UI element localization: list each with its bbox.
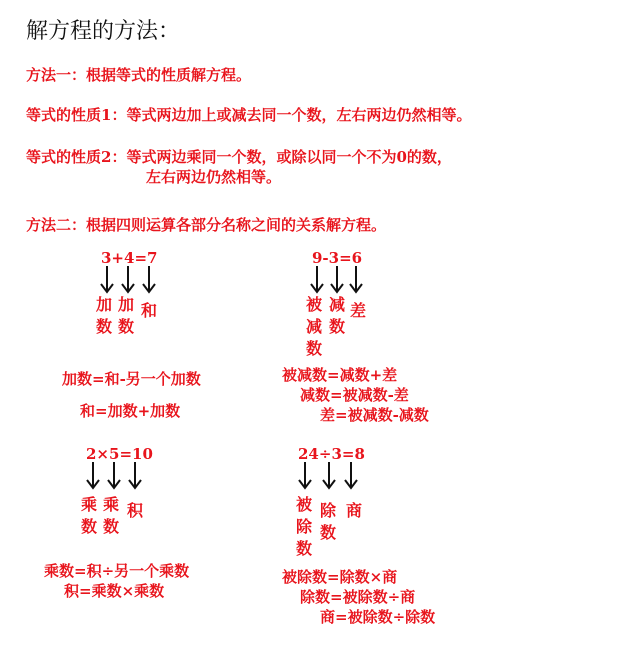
method1-heading: 方法一：根据等式的性质解方程。 xyxy=(26,66,252,84)
dividend-label: 被除数 xyxy=(296,495,313,558)
arrow-down-icon xyxy=(349,266,363,294)
subtraction-rule: 减数=被减数-差 xyxy=(300,386,409,404)
multiplication-rule: 乘数=积÷另一个乘数 xyxy=(44,562,190,580)
property2-line2: 左右两边仍然相等。 xyxy=(146,168,282,186)
arrow-down-icon xyxy=(330,266,344,294)
division-rule: 被除数=除数×商 xyxy=(282,568,398,586)
addition-equation: 3+4=7 xyxy=(101,249,158,267)
addition-rule: 和=加数+加数 xyxy=(80,402,181,420)
difference-label: 差 xyxy=(350,301,367,320)
arrow-down-icon xyxy=(142,266,156,294)
division-rule: 商=被除数÷除数 xyxy=(320,608,436,626)
subtraction-rule: 差=被减数-减数 xyxy=(320,406,429,424)
multiplication-rule: 积=乘数×乘数 xyxy=(64,582,165,600)
subtrahend-label: 减数 xyxy=(329,295,346,336)
addition-rule: 加数=和-另一个加数 xyxy=(62,370,201,388)
arrow-down-icon xyxy=(322,462,336,490)
property2-line1: 等式的性质2：等式两边乘同一个数，或除以同一个不为0的数， xyxy=(26,148,452,166)
arrow-down-icon xyxy=(100,266,114,294)
division-equation: 24÷3=8 xyxy=(298,445,365,463)
multiplication-equation: 2×5=10 xyxy=(86,445,153,463)
addend-label: 加数 xyxy=(118,295,135,336)
arrow-down-icon xyxy=(344,462,358,490)
arrow-down-icon xyxy=(107,462,121,490)
arrow-down-icon xyxy=(86,462,100,490)
arrow-down-icon xyxy=(310,266,324,294)
sum-label: 和 xyxy=(141,301,158,320)
factor-label: 乘数 xyxy=(103,495,120,536)
minuend-label: 被减数 xyxy=(306,295,323,358)
quotient-label: 商 xyxy=(346,501,363,520)
division-rule: 除数=被除数÷商 xyxy=(300,588,416,606)
arrow-down-icon xyxy=(298,462,312,490)
addend-label: 加数 xyxy=(96,295,113,336)
subtraction-equation: 9-3=6 xyxy=(312,249,363,267)
divisor-label: 除数 xyxy=(320,501,337,542)
product-label: 积 xyxy=(127,501,144,520)
method2-heading: 方法二：根据四则运算各部分名称之间的关系解方程。 xyxy=(26,216,387,234)
page-title: 解方程的方法： xyxy=(26,19,181,44)
factor-label: 乘数 xyxy=(81,495,98,536)
arrow-down-icon xyxy=(121,266,135,294)
subtraction-rule: 被减数=减数+差 xyxy=(282,366,398,384)
property1-text: 等式的性质1：等式两边加上或减去同一个数，左右两边仍然相等。 xyxy=(26,106,472,124)
arrow-down-icon xyxy=(128,462,142,490)
